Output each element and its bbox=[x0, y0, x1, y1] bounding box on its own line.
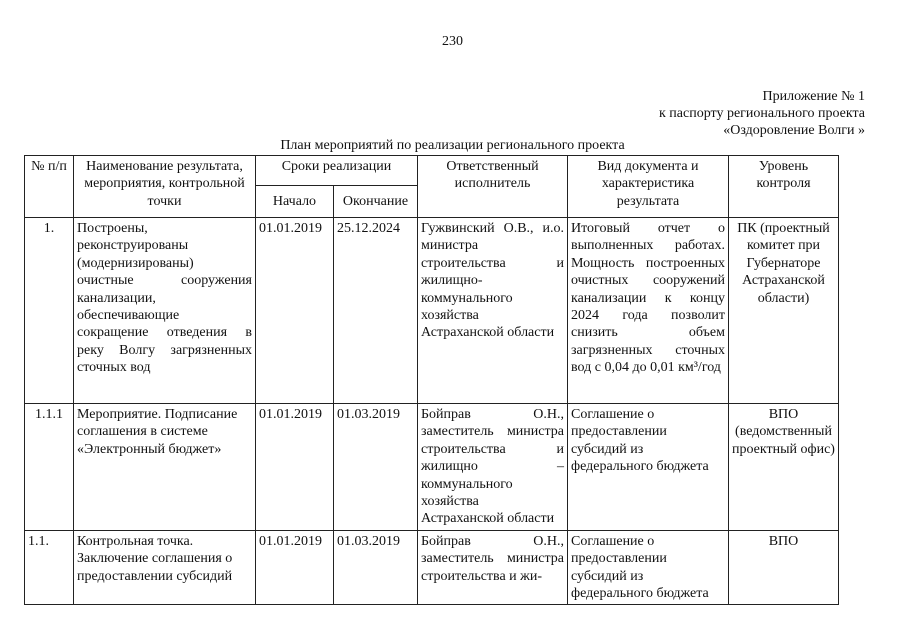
header-name: Наименование результата, мероприятия, контрольной точки bbox=[74, 156, 256, 218]
row-level: ВПО (ведомственный проектный офис) bbox=[729, 404, 839, 531]
table-row bbox=[25, 530, 839, 605]
row-document: Итоговый отчет о выполненных работах. Мощность построенных очистных сооружений канализации к концу 2024 года позволит снизить объем загрязненных сточных вод с 0,04 до 0,01 км³/год bbox=[568, 218, 729, 404]
header-dates: Сроки реализации bbox=[256, 156, 418, 186]
row-start: 01.01.2019 bbox=[256, 218, 334, 404]
row-responsible: Бойправ О.Н., заместитель министра строительства и жи- bbox=[418, 530, 568, 605]
row-name: Контрольная точка. Заключение соглашения о предоставлении субсидий bbox=[74, 530, 256, 605]
row-end: 25.12.2024 bbox=[334, 218, 418, 404]
row-level: ПК (проектный комитет при Губернаторе Астраханской области) bbox=[729, 218, 839, 404]
plan-table bbox=[24, 155, 839, 605]
appendix-line-2: к паспорту регионального проекта bbox=[659, 106, 865, 121]
page-number: 230 bbox=[442, 34, 463, 49]
appendix-line-3: «Оздоровление Волги » bbox=[723, 123, 865, 138]
row-responsible: Гужвинский О.В., и.о. министра строительства и жилищно-коммунального хозяйства Астраханской области bbox=[418, 218, 568, 404]
header-level: Уровень контроля bbox=[729, 156, 839, 218]
row-end: 01.03.2019 bbox=[334, 404, 418, 531]
row-num: 1. bbox=[25, 218, 74, 404]
row-name: Мероприятие. Подписание соглашения в системе «Электронный бюджет» bbox=[74, 404, 256, 531]
header-end: Окончание bbox=[334, 186, 418, 218]
header-responsible: Ответственный исполнитель bbox=[418, 156, 568, 218]
row-end: 01.03.2019 bbox=[334, 530, 418, 605]
row-name: Построены, реконструированы (модернизированы) очистные сооружения канализации, обеспечивающие сокращение отведения в реку Волгу загрязненных сточных вод bbox=[74, 218, 256, 404]
row-document: Соглашение о предоставлении субсидий из федерального бюджета bbox=[568, 530, 729, 605]
appendix-note bbox=[659, 88, 865, 139]
row-responsible: Бойправ О.Н., заместитель министра строительства и жилищно – коммунального хозяйства Астраханской области bbox=[418, 404, 568, 531]
row-start: 01.01.2019 bbox=[256, 530, 334, 605]
row-num: 1.1.1 bbox=[25, 404, 74, 531]
row-num: 1.1. bbox=[25, 530, 74, 605]
table-row bbox=[25, 218, 839, 404]
header-row-1 bbox=[25, 156, 839, 186]
row-document: Соглашение о предоставлении субсидий из федерального бюджета bbox=[568, 404, 729, 531]
plan-title: План мероприятий по реализации регионального проекта bbox=[280, 138, 625, 153]
header-document: Вид документа и характеристика результата bbox=[568, 156, 729, 218]
header-num: № п/п bbox=[25, 156, 74, 218]
header-start: Начало bbox=[256, 186, 334, 218]
table-row bbox=[25, 404, 839, 531]
row-level: ВПО bbox=[729, 530, 839, 605]
appendix-line-1: Приложение № 1 bbox=[762, 89, 865, 104]
row-start: 01.01.2019 bbox=[256, 404, 334, 531]
